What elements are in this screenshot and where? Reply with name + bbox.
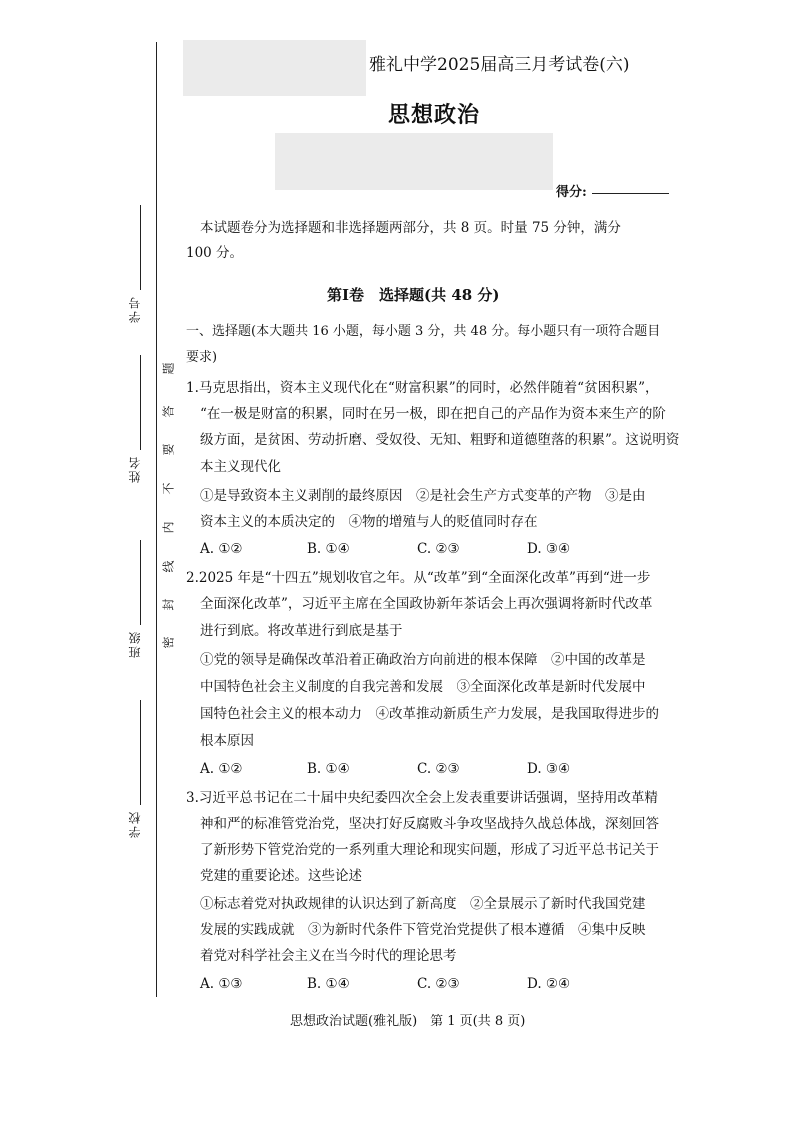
class-underline bbox=[140, 540, 141, 625]
question-1-line: 资本主义的本质决定的 ④物的增殖与人的贬值同时存在 bbox=[200, 514, 538, 530]
question-1-line: 本主义现代化 bbox=[200, 459, 281, 475]
question-2-line: 根本原因 bbox=[200, 733, 254, 749]
seal-char: 内 bbox=[161, 521, 176, 534]
student-id-label: 学号 bbox=[128, 295, 142, 323]
school-label: 学校 bbox=[128, 810, 142, 838]
question-3-line: ①标志着党对执政规律的认识达到了新高度 ②全景展示了新时代我国党建 bbox=[200, 896, 646, 912]
part-instruction: 要求) bbox=[186, 350, 218, 365]
redacted-school-area bbox=[183, 40, 366, 96]
question-2-line: 2.2025 年是“十四五”规划收官之年。从“改革”到“全面深化改革”再到“进一步 bbox=[186, 570, 651, 586]
score-label: 得分: bbox=[556, 185, 587, 200]
question-1-line: ①是导致资本主义剥削的最终原因 ②是社会生产方式变革的产物 ③是由 bbox=[200, 488, 646, 504]
seal-char: 答 bbox=[161, 405, 176, 418]
question-3-line: 3.习近平总书记在二十届中央纪委四次全会上发表重要讲话强调，坚持用改革精 bbox=[186, 790, 658, 806]
name-label: 姓名 bbox=[128, 455, 142, 483]
question-1-option-a: A. ①② bbox=[200, 541, 243, 557]
part-instruction: 一、选择题(本大题共 16 小题，每小题 3 分，共 48 分。每小题只有一项符合题目 bbox=[186, 324, 661, 339]
seal-char: 封 bbox=[161, 598, 176, 611]
question-3-option-b: B. ①④ bbox=[307, 976, 350, 992]
binding-line bbox=[156, 42, 157, 997]
page-footer: 思想政治试题(雅礼版) 第 1 页(共 8 页) bbox=[290, 1014, 526, 1029]
intro-line: 100 分。 bbox=[186, 245, 244, 261]
seal-char: 要 bbox=[161, 443, 176, 456]
school-underline bbox=[140, 700, 141, 805]
question-2-option-d: D. ③④ bbox=[527, 761, 571, 777]
seal-char: 密 bbox=[161, 636, 176, 649]
seal-char: 线 bbox=[161, 560, 176, 573]
question-3-line: 发展的实践成就 ③为新时代条件下管党治党提供了根本遵循 ④集中反映 bbox=[200, 922, 646, 938]
question-1-option-b: B. ①④ bbox=[307, 541, 350, 557]
question-2-option-b: B. ①④ bbox=[307, 761, 350, 777]
seal-char: 不 bbox=[161, 482, 176, 495]
question-3-option-a: A. ①③ bbox=[200, 976, 243, 992]
question-2-option-c: C. ②③ bbox=[417, 761, 460, 777]
question-3-line: 着党对科学社会主义在当今时代的理论思考 bbox=[200, 948, 457, 964]
question-2-line: 进行到底。将改革进行到底是基于 bbox=[200, 623, 403, 639]
score-field bbox=[592, 193, 669, 194]
question-1-option-d: D. ③④ bbox=[527, 541, 571, 557]
exam-title: 雅礼中学2025届高三月考试卷(六) bbox=[369, 55, 630, 75]
question-1-line: “在一极是财富的积累，同时在另一极，即在把自己的产品作为资本来生产的阶 bbox=[200, 406, 666, 422]
question-1-line: 1.马克思指出，资本主义现代化在“财富积累”的同时，必然伴随着“贫困积累”， bbox=[186, 380, 659, 396]
question-3-option-c: C. ②③ bbox=[417, 976, 460, 992]
intro-line: 本试题卷分为选择题和非选择题两部分，共 8 页。时量 75 分钟，满分 bbox=[200, 220, 621, 236]
question-1-line: 级方面，是贫困、劳动折磨、受奴役、无知、粗野和道德堕落的积累”。这说明资 bbox=[200, 432, 680, 448]
question-2-line: 全面深化改革”，习近平主席在全国政协新年茶话会上再次强调将新时代改革 bbox=[200, 596, 653, 612]
redacted-info-area bbox=[275, 133, 553, 190]
question-1-option-c: C. ②③ bbox=[417, 541, 460, 557]
question-3-option-d: D. ②④ bbox=[527, 976, 571, 992]
question-2-line: ①党的领导是确保改革沿着正确政治方向前进的根本保障 ②中国的改革是 bbox=[200, 652, 646, 668]
subject-title: 思想政治 bbox=[388, 102, 481, 128]
question-3-line: 神和严的标准管党治党，坚决打好反腐败斗争攻坚战持久战总体战，深刻回答 bbox=[200, 816, 659, 832]
question-3-line: 了新形势下管党治党的一系列重大理论和现实问题，形成了习近平总书记关于 bbox=[200, 842, 659, 858]
section-title: 第Ⅰ卷 选择题(共 48 分) bbox=[327, 286, 500, 304]
seal-char: 题 bbox=[161, 362, 176, 375]
question-2-option-a: A. ①② bbox=[200, 761, 243, 777]
question-2-line: 中国特色社会主义制度的自我完善和发展 ③全面深化改革是新时代发展中 bbox=[200, 679, 646, 695]
student-id-underline bbox=[140, 205, 141, 290]
question-3-line: 党建的重要论述。这些论述 bbox=[200, 868, 362, 884]
name-underline bbox=[140, 355, 141, 450]
class-label: 班级 bbox=[128, 630, 142, 658]
question-2-line: 国特色社会主义的根本动力 ④改革推动新质生产力发展，是我国取得进步的 bbox=[200, 706, 659, 722]
